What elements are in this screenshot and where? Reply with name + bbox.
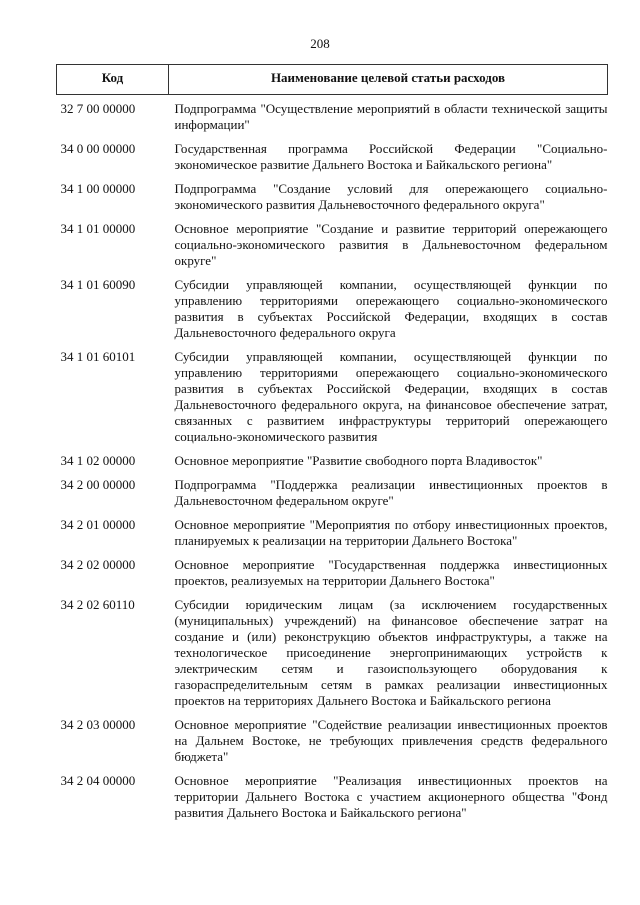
table-row	[57, 515, 608, 555]
row-code: 32 7 00 00000	[60, 101, 136, 116]
row-name: Субсидии юридическим лицам (за исключением государственных (муниципальных) учреждений) на финансовое обеспечение затрат на создание и (или) реконструкцию объектов инфраструктуры, а также на технологическое присоединение энергопринимающих устройств к электрическим сетям и газоиспользующего оборудования к газораспределительным сетям в рамках реализации инвестиционных проектов на территориях Дальнего Востока и Байкальского региона	[174, 597, 608, 708]
row-name: Субсидии управляющей компании, осуществляющей функции по управлению территориями опережающего социально-экономического развития в субъектах Российской Федерации, входящих в состав Дальневосточного федерального округа, на финансовое обеспечение затрат, связанных с развитием инфраструктуры территорий опережающего социально-экономического развития	[174, 349, 608, 444]
row-code: 34 1 01 00000	[60, 221, 136, 236]
table-row	[57, 347, 608, 451]
row-code: 34 2 00 00000	[60, 477, 136, 492]
row-code: 34 2 03 00000	[60, 717, 136, 732]
row-code: 34 1 01 60101	[60, 349, 136, 364]
table-row	[57, 595, 608, 715]
row-code: 34 1 00 00000	[60, 181, 136, 196]
table-row	[57, 139, 608, 179]
row-name: Основное мероприятие "Создание и развитие территорий опережающего социально-экономического развития в Дальневосточном федеральном округе"	[174, 221, 608, 268]
row-code: 34 2 01 00000	[60, 517, 136, 532]
row-code: 34 2 04 00000	[60, 773, 136, 788]
row-code: 34 1 02 00000	[60, 453, 136, 468]
code-column-header: Код	[57, 65, 169, 95]
table-row	[57, 715, 608, 771]
row-name: Подпрограмма "Создание условий для опережающего социально-экономического развития Дальневосточного федерального округа"	[174, 181, 608, 212]
row-name: Государственная программа Российской Федерации "Социально-экономическое развитие Дальнего Востока и Байкальского региона"	[174, 141, 608, 172]
page-number: 208	[310, 36, 330, 51]
row-name: Подпрограмма "Поддержка реализации инвестиционных проектов в Дальневосточном федеральном округе"	[174, 477, 608, 508]
name-column-header: Наименование целевой статьи расходов	[169, 65, 608, 95]
row-code: 34 0 00 00000	[60, 141, 136, 156]
row-name: Основное мероприятие "Мероприятия по отбору инвестиционных проектов, планируемых к реализации на территории Дальнего Востока"	[174, 517, 608, 548]
table-row	[57, 771, 608, 827]
row-code: 34 1 01 60090	[60, 277, 136, 292]
row-code: 34 2 02 60110	[60, 597, 135, 612]
row-name: Основное мероприятие "Содействие реализации инвестиционных проектов на Дальнем Востоке, не требующих привлечения средств федерального бюджета"	[174, 717, 608, 764]
row-name: Основное мероприятие "Реализация инвестиционных проектов на территории Дальнего Востока с участием акционерного общества "Фонд развития Дальнего Востока и Байкальского региона"	[174, 773, 608, 820]
table-row	[57, 179, 608, 219]
row-name: Основное мероприятие "Развитие свободного порта Владивосток"	[174, 453, 543, 468]
table-row	[57, 451, 608, 475]
table-row	[57, 275, 608, 347]
table-header-row	[57, 65, 608, 95]
row-name: Основное мероприятие "Государственная поддержка инвестиционных проектов, реализуемых на территории Дальнего Востока"	[174, 557, 608, 588]
table-row	[57, 475, 608, 515]
row-name: Субсидии управляющей компании, осуществляющей функции по управлению территориями опережающего социально-экономического развития в субъектах Российской Федерации, входящих в состав Дальневосточного федерального округа	[174, 277, 608, 340]
table-row	[57, 219, 608, 275]
table-row	[57, 95, 608, 140]
row-code: 34 2 02 00000	[60, 557, 136, 572]
table-row	[57, 555, 608, 595]
budget-code-table	[56, 64, 608, 827]
row-name: Подпрограмма "Осуществление мероприятий в области технической защиты информации"	[174, 101, 608, 132]
